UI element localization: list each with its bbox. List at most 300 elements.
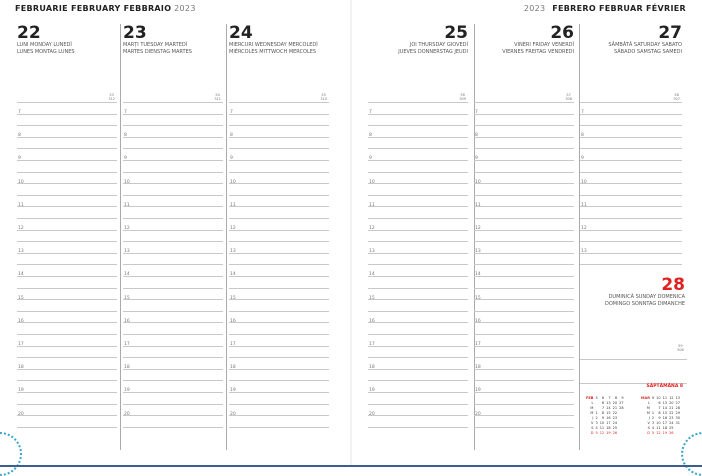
- writing-line[interactable]: [368, 288, 468, 289]
- writing-line[interactable]: [229, 125, 329, 126]
- writing-line[interactable]: [474, 206, 574, 207]
- writing-line[interactable]: [123, 334, 223, 335]
- writing-line[interactable]: [17, 183, 117, 184]
- writing-line[interactable]: [229, 160, 329, 161]
- writing-line[interactable]: [123, 404, 223, 405]
- page-spine: [350, 0, 352, 467]
- mini-month-label: FEB: [586, 396, 594, 400]
- hour-label: 16: [230, 318, 236, 324]
- writing-line[interactable]: [474, 172, 574, 173]
- writing-line[interactable]: [17, 241, 117, 242]
- hour-label: 7: [369, 110, 372, 115]
- writing-line[interactable]: [474, 380, 574, 381]
- writing-line[interactable]: [17, 264, 117, 265]
- writing-line[interactable]: [123, 206, 223, 207]
- day-number: 22: [17, 23, 41, 43]
- writing-line[interactable]: [580, 264, 682, 265]
- writing-line[interactable]: [17, 218, 117, 219]
- mini-date: 16: [662, 416, 668, 420]
- writing-line[interactable]: [580, 183, 682, 184]
- day-of-year: 53: [109, 93, 114, 97]
- writing-line[interactable]: [123, 195, 223, 196]
- hour-label: 8: [230, 133, 233, 139]
- hour-label: 10: [475, 179, 481, 185]
- day-count: [320, 93, 327, 101]
- writing-line[interactable]: [474, 415, 574, 416]
- writing-line[interactable]: [123, 102, 223, 103]
- writing-line[interactable]: [368, 183, 468, 184]
- writing-line[interactable]: [123, 218, 223, 219]
- writing-line[interactable]: [17, 288, 117, 289]
- writing-line[interactable]: [123, 392, 223, 393]
- writing-line[interactable]: [229, 427, 329, 428]
- mini-date: 18: [606, 426, 611, 430]
- day-name-line1: MARȚI TUESDAY MARTEDÌ: [123, 42, 188, 48]
- mini-week-number: 7: [608, 396, 611, 400]
- writing-line[interactable]: [17, 380, 117, 381]
- writing-line[interactable]: [123, 183, 223, 184]
- writing-line[interactable]: [17, 369, 117, 370]
- mini-weekday: L: [591, 401, 594, 405]
- header-left: [15, 4, 196, 13]
- writing-line[interactable]: [123, 311, 223, 312]
- mini-date: 8: [601, 411, 605, 415]
- writing-line[interactable]: [229, 299, 329, 300]
- hour-label: 16: [124, 318, 130, 324]
- day-column-24: [229, 24, 329, 450]
- writing-line[interactable]: [17, 311, 117, 312]
- writing-line[interactable]: [17, 137, 117, 138]
- mini-date: 28: [675, 406, 680, 410]
- mini-weekday: J: [592, 416, 594, 420]
- writing-line[interactable]: [229, 172, 329, 173]
- writing-line[interactable]: [368, 125, 468, 126]
- hour-label: 19: [230, 388, 236, 394]
- hour-label: 12: [124, 226, 130, 231]
- writing-line[interactable]: [474, 334, 574, 335]
- mini-calendar-mar: [640, 396, 681, 436]
- day-name-line2: DOMINGO SONNTAG DIMANCHE: [605, 300, 685, 307]
- writing-line[interactable]: [368, 172, 468, 173]
- writing-line[interactable]: [368, 276, 468, 277]
- day-column-26: [474, 24, 574, 450]
- writing-line[interactable]: [17, 230, 117, 231]
- writing-line[interactable]: [474, 346, 574, 347]
- writing-line[interactable]: [229, 380, 329, 381]
- day-number: 27: [658, 23, 682, 43]
- writing-line[interactable]: [474, 195, 574, 196]
- writing-line[interactable]: [123, 322, 223, 323]
- writing-line[interactable]: [474, 264, 574, 265]
- day-number: 25: [444, 23, 468, 43]
- hour-label: 8: [475, 133, 478, 139]
- mini-date: 23: [612, 416, 618, 420]
- hour-label: 19: [369, 388, 375, 394]
- writing-line[interactable]: [474, 253, 574, 254]
- mini-date: 24: [612, 421, 618, 425]
- header-year-right: 2023: [523, 4, 546, 13]
- mini-date: 22: [612, 411, 618, 415]
- writing-line[interactable]: [17, 322, 117, 323]
- mini-date: 7: [601, 406, 605, 410]
- mini-date: 16: [606, 416, 611, 420]
- mini-date: 31: [675, 421, 680, 425]
- writing-line[interactable]: [123, 427, 223, 428]
- hour-label: 12: [475, 226, 481, 231]
- day-of-year: 57: [566, 93, 571, 97]
- hour-label: 8: [581, 133, 584, 139]
- writing-line[interactable]: [229, 114, 329, 115]
- hour-label: 18: [124, 365, 130, 371]
- week-label: SĂPTĂMÂNA 8: [646, 384, 683, 389]
- writing-line[interactable]: [474, 276, 574, 277]
- writing-line[interactable]: [368, 380, 468, 381]
- day-column-23: [123, 24, 223, 450]
- days-remaining: 308: [565, 97, 572, 101]
- writing-line[interactable]: [229, 369, 329, 370]
- writing-line[interactable]: [17, 125, 117, 126]
- hour-label: 13: [124, 249, 130, 255]
- writing-line[interactable]: [368, 346, 468, 347]
- writing-line[interactable]: [474, 311, 574, 312]
- writing-line[interactable]: [17, 404, 117, 405]
- writing-line[interactable]: [580, 230, 682, 231]
- hour-label: 18: [475, 365, 481, 371]
- writing-line[interactable]: [474, 357, 574, 358]
- writing-line[interactable]: [368, 357, 468, 358]
- hour-label: 13: [581, 249, 587, 255]
- day-name-line2: MIÉRCOLES MITTWOCH MERCOLES: [229, 48, 317, 55]
- day-column-22: [17, 24, 117, 450]
- writing-line[interactable]: [123, 299, 223, 300]
- writing-line[interactable]: [123, 369, 223, 370]
- writing-line[interactable]: [123, 276, 223, 277]
- mini-date: 25: [612, 426, 618, 430]
- writing-line[interactable]: [368, 137, 468, 138]
- day-of-year: 54: [215, 93, 220, 97]
- mini-week-number: 10: [656, 396, 661, 400]
- writing-line[interactable]: [229, 288, 329, 289]
- writing-line[interactable]: [229, 148, 329, 149]
- writing-line[interactable]: [580, 148, 682, 149]
- hour-label: 19: [18, 388, 24, 394]
- writing-line[interactable]: [123, 230, 223, 231]
- writing-line[interactable]: [17, 206, 117, 207]
- writing-line[interactable]: [580, 218, 682, 219]
- writing-line[interactable]: [580, 172, 682, 173]
- mini-date: 26: [669, 431, 674, 435]
- mini-weekday: S: [647, 426, 650, 430]
- writing-line[interactable]: [580, 137, 682, 138]
- header-right: [524, 4, 686, 13]
- writing-line[interactable]: [368, 311, 468, 312]
- writing-line[interactable]: [474, 160, 574, 161]
- writing-line[interactable]: [17, 148, 117, 149]
- hour-label: 11: [230, 202, 236, 208]
- writing-line[interactable]: [229, 195, 329, 196]
- writing-line[interactable]: [123, 288, 223, 289]
- day-number: 23: [123, 23, 147, 43]
- writing-line[interactable]: [368, 415, 468, 416]
- hour-label: 13: [369, 249, 375, 255]
- hour-label: 11: [581, 202, 587, 208]
- day-name-line2: MARTES DIENSTAG MARTES: [123, 48, 192, 55]
- day-count: [459, 93, 466, 101]
- mini-date: 20: [669, 401, 674, 405]
- writing-line[interactable]: [123, 415, 223, 416]
- mini-date: 27: [619, 401, 624, 405]
- mini-weekday: J: [648, 416, 650, 420]
- writing-line[interactable]: [17, 276, 117, 277]
- day-count: [214, 93, 221, 101]
- hour-label: 14: [18, 272, 24, 278]
- writing-line[interactable]: [229, 346, 329, 347]
- writing-line[interactable]: [368, 404, 468, 405]
- writing-line[interactable]: [17, 253, 117, 254]
- writing-line[interactable]: [368, 114, 468, 115]
- writing-line[interactable]: [123, 114, 223, 115]
- writing-line[interactable]: [368, 195, 468, 196]
- day-of-year: 55: [321, 93, 326, 97]
- mini-weekday: D: [590, 431, 594, 435]
- day-count: [565, 93, 572, 101]
- writing-line[interactable]: [474, 369, 574, 370]
- hour-label: 9: [581, 156, 584, 162]
- hour-label: 15: [475, 295, 481, 301]
- writing-line[interactable]: [368, 369, 468, 370]
- writing-line[interactable]: [123, 241, 223, 242]
- day-name-line1: VINERI FRIDAY VENERDÌ: [514, 42, 574, 48]
- mini-date: 21: [612, 406, 618, 410]
- mini-date: 12: [656, 431, 661, 435]
- day-name-line2: VIERNES FREITAG VENDREDI: [502, 48, 574, 55]
- writing-line[interactable]: [17, 195, 117, 196]
- writing-line[interactable]: [368, 148, 468, 149]
- day-of-year: 59: [678, 344, 683, 348]
- writing-line[interactable]: [580, 241, 682, 242]
- writing-line[interactable]: [17, 357, 117, 358]
- writing-line[interactable]: [229, 311, 329, 312]
- hour-label: 19: [124, 388, 130, 394]
- writing-line[interactable]: [229, 276, 329, 277]
- mini-weekday: V: [591, 421, 594, 425]
- hour-label: 14: [369, 272, 375, 278]
- writing-line[interactable]: [17, 427, 117, 428]
- hour-label: 11: [369, 202, 375, 208]
- writing-line[interactable]: [123, 125, 223, 126]
- mini-date: 13: [606, 401, 611, 405]
- days-remaining: 310: [320, 97, 327, 101]
- writing-line[interactable]: [17, 172, 117, 173]
- writing-line[interactable]: [580, 253, 682, 254]
- mini-date: 12: [599, 431, 605, 435]
- writing-line[interactable]: [17, 160, 117, 161]
- mini-date: 10: [599, 421, 605, 425]
- mini-date: 17: [606, 421, 611, 425]
- writing-line[interactable]: [368, 102, 468, 103]
- hour-label: 17: [18, 342, 24, 347]
- writing-line[interactable]: [368, 264, 468, 265]
- writing-line[interactable]: [368, 427, 468, 428]
- hour-label: 12: [18, 226, 24, 231]
- writing-line[interactable]: [474, 392, 574, 393]
- hour-label: 10: [18, 179, 24, 185]
- writing-line[interactable]: [474, 427, 574, 428]
- writing-line[interactable]: [229, 334, 329, 335]
- hour-label: 17: [475, 342, 481, 347]
- day-name-line1: JOI THURSDAY GIOVEDÌ: [409, 42, 468, 48]
- hour-label: 16: [369, 318, 375, 324]
- writing-line[interactable]: [580, 114, 682, 115]
- writing-line[interactable]: [17, 415, 117, 416]
- writing-line[interactable]: [368, 206, 468, 207]
- writing-line[interactable]: [229, 241, 329, 242]
- writing-line[interactable]: [17, 102, 117, 103]
- writing-line[interactable]: [123, 148, 223, 149]
- writing-line[interactable]: [123, 137, 223, 138]
- mini-date: [675, 431, 681, 436]
- writing-line[interactable]: [229, 183, 329, 184]
- writing-line[interactable]: [368, 241, 468, 242]
- writing-line[interactable]: [229, 404, 329, 405]
- writing-line[interactable]: [17, 392, 117, 393]
- hour-label: 13: [18, 249, 24, 255]
- mini-calendar-feb: [585, 396, 625, 436]
- writing-line[interactable]: [17, 299, 117, 300]
- writing-line[interactable]: [368, 230, 468, 231]
- writing-line[interactable]: [474, 137, 574, 138]
- hour-label: 17: [369, 342, 375, 347]
- writing-line[interactable]: [474, 230, 574, 231]
- writing-line[interactable]: [474, 241, 574, 242]
- mini-date: 27: [675, 401, 680, 405]
- writing-line[interactable]: [580, 160, 682, 161]
- hour-label: 9: [124, 156, 127, 162]
- mini-date: 18: [662, 426, 668, 430]
- writing-line[interactable]: [474, 125, 574, 126]
- writing-line[interactable]: [580, 125, 682, 126]
- hour-label: 10: [581, 179, 587, 185]
- writing-line[interactable]: [229, 102, 329, 103]
- writing-line[interactable]: [229, 218, 329, 219]
- day-count: [108, 93, 115, 101]
- writing-line[interactable]: [229, 206, 329, 207]
- day-number: 24: [229, 23, 253, 43]
- writing-line[interactable]: [229, 137, 329, 138]
- mini-date: 9: [601, 416, 605, 420]
- mini-date: 11: [656, 426, 661, 430]
- mini-date: 15: [662, 411, 668, 415]
- writing-line[interactable]: [474, 102, 574, 103]
- writing-line[interactable]: [123, 172, 223, 173]
- mini-date: 28: [619, 406, 624, 410]
- writing-line[interactable]: [474, 288, 574, 289]
- writing-line[interactable]: [17, 346, 117, 347]
- hour-label: 7: [581, 110, 584, 115]
- decorative-dots-right: [681, 432, 702, 476]
- writing-line[interactable]: [474, 183, 574, 184]
- writing-line[interactable]: [123, 264, 223, 265]
- writing-line[interactable]: [229, 253, 329, 254]
- writing-line[interactable]: [368, 322, 468, 323]
- day-sunday: [605, 276, 685, 307]
- writing-line[interactable]: [368, 334, 468, 335]
- hour-label: 10: [230, 179, 236, 185]
- writing-line[interactable]: [368, 392, 468, 393]
- column-divider: [226, 24, 227, 450]
- mini-date: 1: [651, 411, 655, 415]
- mini-date: 21: [669, 406, 674, 410]
- days-remaining: 311: [214, 97, 221, 101]
- sunday-line: [580, 359, 687, 360]
- day-name-line1: MIERCURI WEDNESDAY MERCOLEDÌ: [229, 42, 318, 48]
- hour-label: 17: [230, 342, 236, 347]
- days-remaining: 312: [108, 97, 115, 101]
- hour-label: 16: [475, 318, 481, 324]
- writing-line[interactable]: [123, 346, 223, 347]
- hour-label: 18: [369, 365, 375, 371]
- mini-date: 2: [651, 416, 655, 420]
- writing-line[interactable]: [17, 334, 117, 335]
- writing-line[interactable]: [580, 195, 682, 196]
- writing-line[interactable]: [229, 392, 329, 393]
- hour-label: 20: [18, 411, 24, 417]
- mini-date: 9: [658, 416, 661, 420]
- writing-line[interactable]: [368, 218, 468, 219]
- writing-line[interactable]: [368, 253, 468, 254]
- hour-label: 20: [230, 411, 236, 417]
- writing-line[interactable]: [474, 218, 574, 219]
- writing-line[interactable]: [123, 253, 223, 254]
- day-of-year: 58: [674, 93, 679, 97]
- writing-line[interactable]: [368, 299, 468, 300]
- hour-label: 19: [475, 388, 481, 394]
- mini-date: 6: [601, 401, 605, 405]
- writing-line[interactable]: [474, 299, 574, 300]
- writing-line[interactable]: [229, 264, 329, 265]
- mini-date: 4: [595, 426, 598, 430]
- writing-line[interactable]: [229, 322, 329, 323]
- hour-label: 7: [18, 110, 21, 115]
- hour-label: 14: [230, 272, 236, 278]
- mini-weekday: M: [646, 406, 650, 410]
- writing-line[interactable]: [229, 230, 329, 231]
- hour-label: 9: [369, 156, 372, 162]
- writing-line[interactable]: [474, 404, 574, 405]
- writing-line[interactable]: [123, 380, 223, 381]
- writing-line[interactable]: [123, 357, 223, 358]
- writing-line[interactable]: [368, 160, 468, 161]
- writing-line[interactable]: [580, 206, 682, 207]
- writing-line[interactable]: [580, 102, 682, 103]
- writing-line[interactable]: [474, 322, 574, 323]
- mini-date: 17: [662, 421, 668, 425]
- mini-week-number: 8: [614, 396, 618, 400]
- mini-date: 4: [651, 426, 655, 430]
- hour-label: 13: [475, 249, 481, 255]
- writing-line[interactable]: [17, 114, 117, 115]
- header-months-left: FEBRUARIE FEBRUARY FEBBRAIO: [15, 4, 172, 13]
- writing-line[interactable]: [474, 148, 574, 149]
- writing-line[interactable]: [123, 160, 223, 161]
- writing-line[interactable]: [474, 114, 574, 115]
- hour-label: 12: [230, 226, 236, 231]
- mini-date: 20: [612, 401, 618, 405]
- writing-line[interactable]: [229, 357, 329, 358]
- hour-label: 17: [124, 342, 130, 347]
- writing-line[interactable]: [229, 415, 329, 416]
- mini-weekday: M: [646, 411, 650, 415]
